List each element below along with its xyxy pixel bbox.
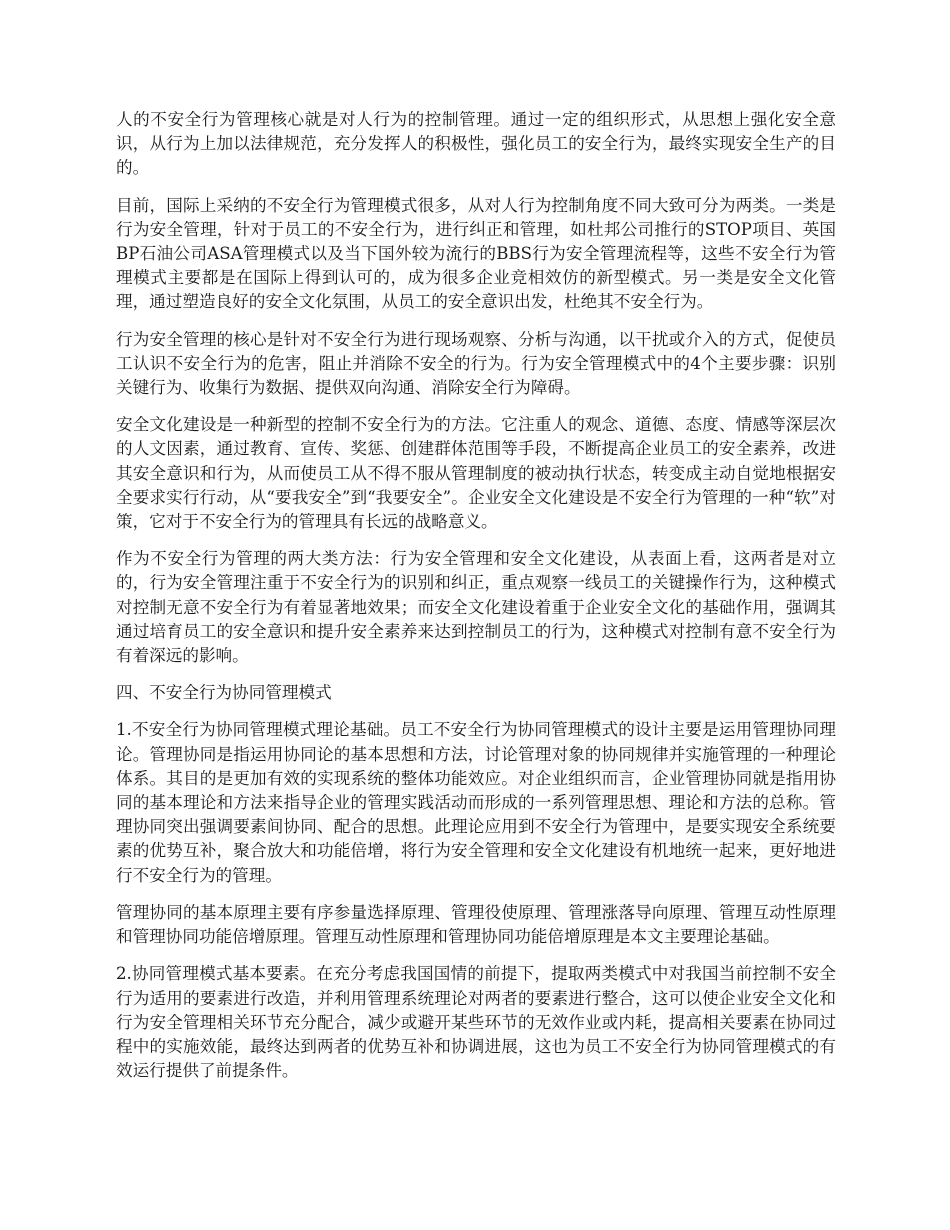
- paragraph-principles: 管理协同的基本原理主要有序参量选择原理、管理役使原理、管理涨落导向原理、管理互动性原理和管理协同功能倍增原理。管理互动性原理和管理协同功能倍增原理是本文主要理论基础。: [116, 902, 836, 947]
- paragraph-safety-culture: 安全文化建设是一种新型的控制不安全行为的方法。它注重人的观念、道德、态度、情感等深层次的人文因素，通过教育、宣传、奖惩、创建群体范围等手段，不断提高企业员工的安全素养，改进其安全意识和行为，从而使员工从不得不服从管理制度的被动执行状态，转变成主动自觉地根据安全要求实行行动，从“要我安全”到“我要安全”。企业安全文化建设是不安全行为管理的一种“软”对策，它对于不安全行为的管理具有长远的战略意义。: [116, 415, 836, 532]
- paragraph-two-methods: 作为不安全行为管理的两大类方法：行为安全管理和安全文化建设，从表面上看，这两者是对立的，行为安全管理注重于不安全行为的识别和纠正，重点观察一线员工的关键操作行为，这种模式对控制无意不安全行为有着显著地效果；而安全文化建设着重于企业安全文化的基础作用，强调其通过培育员工的安全意识和提升安全素养来达到控制员工的行为，这种模式对控制有意不安全行为有着深远的影响。: [116, 549, 836, 666]
- paragraph-intro: 人的不安全行为管理核心就是对人行为的控制管理。通过一定的组织形式，从思想上强化安全意识，从行为上加以法律规范，充分发挥人的积极性，强化员工的安全行为，最终实现安全生产的目的。: [116, 110, 836, 178]
- document-page: [116, 108, 836, 1096]
- paragraph-behavior-safety-core: 行为安全管理的核心是针对不安全行为进行现场观察、分析与沟通，以干扰或介入的方式，促使员工认识不安全行为的危害，阻止并消除不安全的行为。行为安全管理模式中的4个主要步骤：识别关键行为、收集行为数据、提供双向沟通、消除安全行为障碍。: [116, 329, 836, 398]
- paragraph-theory-basis: 1.不安全行为协同管理模式理论基础。员工不安全行为协同管理模式的设计主要是运用管理协同理论。管理协同是指运用协同论的基本思想和方法，讨论管理对象的协同规律并实施管理的一种理论体系。其目的是更加有效的实现系统的整体功能效应。对企业组织而言，企业管理协同就是指用协同的基本理论和方法来指导企业的管理实践活动而形成的一系列管理思想、理论和方法的总称。管理协同突出强调要素间协同、配合的思想。此理论应用到不安全行为管理中，是要实现安全系统要素的优势互补，聚合放大和功能倍增，将行为安全管理和安全文化建设有机地统一起来，更好地进行不安全行为的管理。: [116, 720, 836, 885]
- section-heading: 四、不安全行为协同管理模式: [116, 683, 332, 703]
- paragraph-basic-elements: 2.协同管理模式基本要素。在充分考虑我国国情的前提下，提取两类模式中对我国当前控制不安全行为适用的要素进行改造，并利用管理系统理论对两者的要素进行整合，这可以使企业安全文化和行为安全管理相关环节充分配合，减少或避开某些环节的无效作业或内耗，提高相关要素在协同过程中的实施效能，最终达到两者的优势互补和协调进展，这也为员工不安全行为协同管理模式的有效运行提供了前提条件。: [116, 964, 836, 1081]
- paragraph-management-models: 目前，国际上采纳的不安全行为管理模式很多，从对人行为控制角度不同大致可分为两类。一类是行为安全管理，针对于员工的不安全行为，进行纠正和管理，如杜邦公司推行的STOP项目、英国BP石油公司ASA管理模式以及当下国外较为流行的BBS行为安全管理流程等，这些不安全行为管理模式主要都是在国际上得到认可的，成为很多企业竞相效仿的新型模式。另一类是安全文化管理，通过塑造良好的安全文化氛围，从员工的安全意识出发，杜绝其不安全行为。: [116, 195, 836, 312]
